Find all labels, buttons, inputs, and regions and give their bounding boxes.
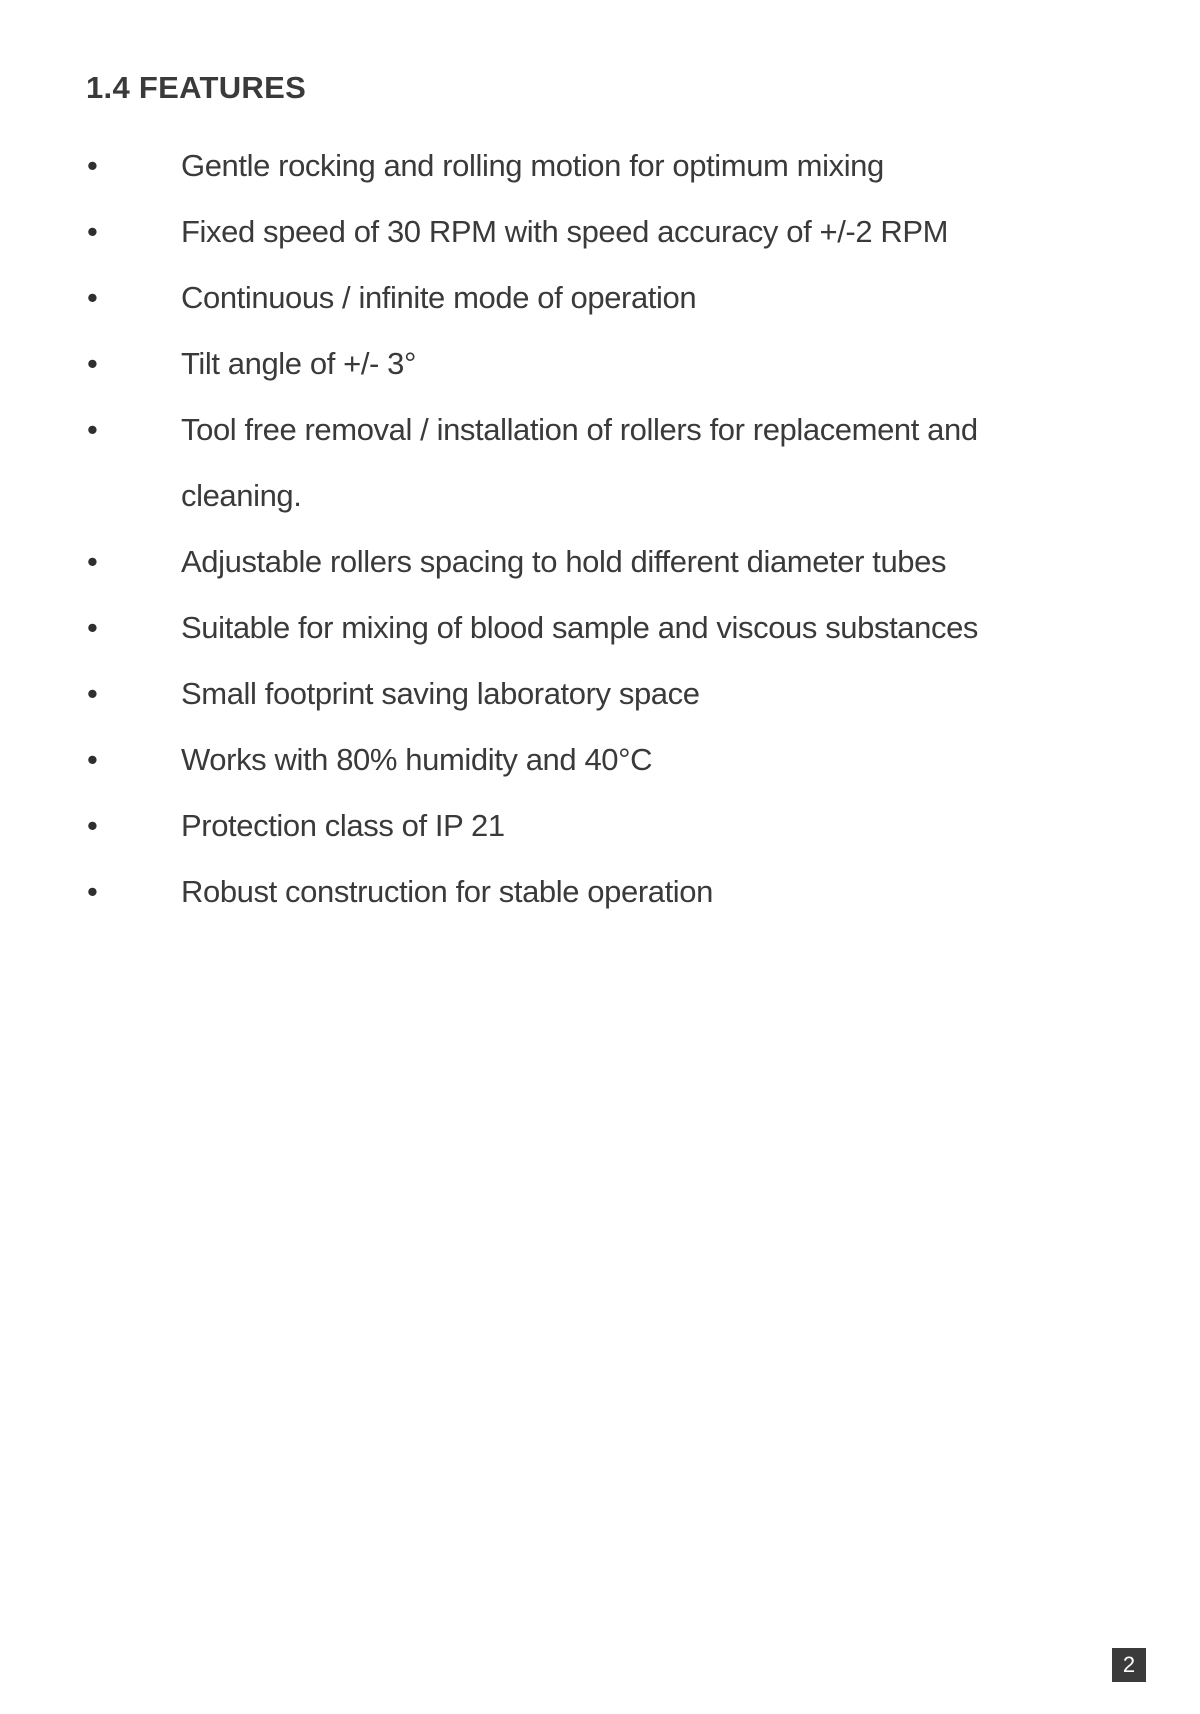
feature-text: Adjustable rollers spacing to hold different diameter tubes	[181, 544, 947, 579]
feature-item	[0, 793, 1200, 859]
feature-item	[0, 133, 1200, 199]
feature-item	[0, 331, 1200, 397]
bullet-icon: •	[87, 610, 98, 645]
feature-item	[0, 529, 1200, 595]
feature-item	[0, 727, 1200, 793]
bullet-icon: •	[87, 412, 98, 447]
bullet-icon: •	[87, 148, 98, 183]
bullet-icon: •	[87, 346, 98, 381]
bullet-icon: •	[87, 214, 98, 249]
feature-item	[0, 265, 1200, 331]
feature-text: Robust construction for stable operation	[181, 874, 713, 909]
feature-text: Suitable for mixing of blood sample and viscous substances	[181, 610, 979, 645]
bullet-icon: •	[87, 742, 98, 777]
feature-item	[0, 859, 1200, 925]
feature-text: Protection class of IP 21	[181, 808, 505, 843]
feature-item	[0, 199, 1200, 265]
feature-text: Continuous / infinite mode of operation	[181, 280, 697, 315]
feature-text: Works with 80% humidity and 40°C	[181, 742, 653, 777]
bullet-icon: •	[87, 544, 98, 579]
feature-text: Fixed speed of 30 RPM with speed accuracy of +/-2 RPM	[181, 214, 949, 249]
feature-text: Tilt angle of +/- 3°	[181, 346, 417, 381]
feature-item	[0, 595, 1200, 661]
feature-item	[0, 397, 1200, 529]
bullet-icon: •	[87, 280, 98, 315]
feature-text: Tool free removal / installation of rollers for replacement and cleaning.	[181, 412, 978, 513]
bullet-icon: •	[87, 808, 98, 843]
feature-text: Gentle rocking and rolling motion for optimum mixing	[181, 148, 884, 183]
feature-list	[0, 133, 1200, 925]
section-heading: 1.4 FEATURES	[86, 70, 307, 105]
page-number: 2	[1112, 1648, 1146, 1682]
feature-item	[0, 661, 1200, 727]
bullet-icon: •	[87, 676, 98, 711]
feature-text: Small footprint saving laboratory space	[181, 676, 700, 711]
bullet-icon: •	[87, 874, 98, 909]
